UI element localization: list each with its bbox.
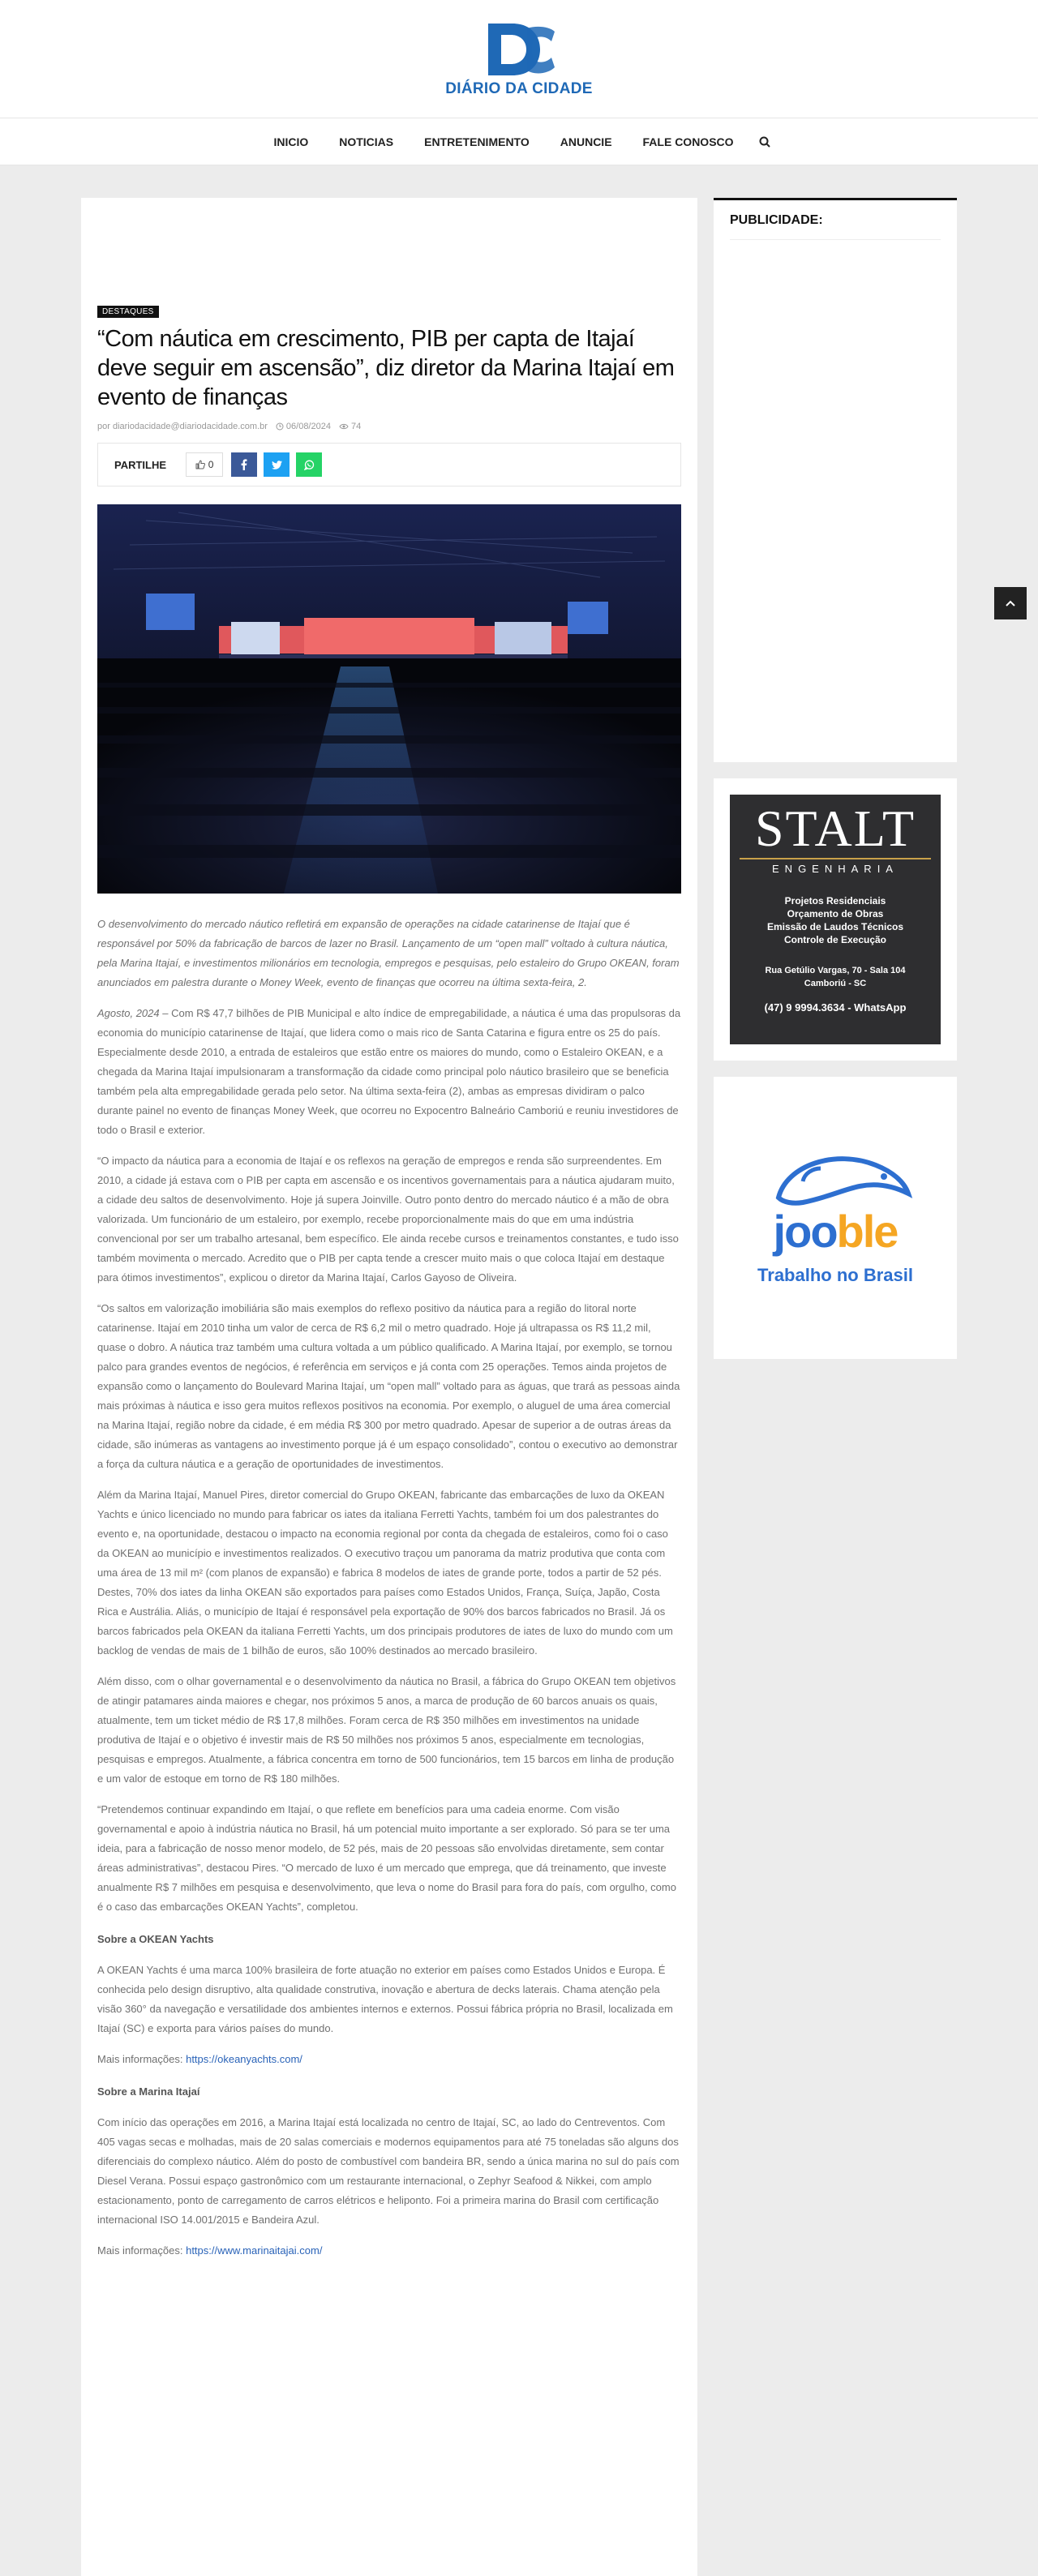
stalt-service: Controle de Execução xyxy=(783,934,887,945)
stalt-logo-text: STALT xyxy=(754,799,916,857)
paragraph: Além da Marina Itajaí, Manuel Pires, diretor comercial do Grupo OKEAN, fabricante das embarcações de luxo da OKEAN Yachts e único licenciado no mundo para fabricar os iates da italiana Ferretti Yachts, também foi um dos palestrantes do evento e, na oportunidade, destacou o impacto na economia regional por conta da chegada de estaleiros, como foi o caso da OKEAN ao município e investimentos realizados. O executivo traçou um panorama da matriz produtiva que conta com uma área de 13 mil m² (com planos de expansão) e fabrica 8 modelos de iates de grande porte, todos a partir de 52 pés. Destes, 70% dos iates da linha OKEAN são exportados para países como Estados Unidos, França, Suíça, Japão, Costa Rica e Austrália. Aliás, o município de Itajaí é responsável pela exportação de 90% dos barcos fabricados no Brasil. Já os barcos fabricados pela OKEAN da italiana Ferretti Yachts, um dos principais produtores de iates de luxo do mundo com um backlog de vendas de mais de 1 bilhão de euros, são 100% destinados ao mercado brasileiro. xyxy=(97,1489,673,1657)
jooble-word-b: ble xyxy=(836,1206,898,1257)
ad-widget xyxy=(714,198,957,762)
stalt-ad-banner[interactable] xyxy=(730,795,941,1044)
category-badge[interactable]: DESTAQUES xyxy=(97,306,159,318)
twitter-icon xyxy=(272,461,282,469)
marina-more-info xyxy=(97,2241,681,2261)
stalt-address-line: Rua Getúlio Vargas, 70 - Sala 104 xyxy=(765,966,906,975)
chevron-up-icon xyxy=(1006,600,1015,606)
article xyxy=(81,198,697,2576)
okean-paragraph: A OKEAN Yachts é uma marca 100% brasileira de forte atuação no exterior em países como Estados Unidos e Europa. É conhecida pelo design disruptivo, alta qualidade construtiva, inovação e abertura de decks laterais. Chama atenção pela visão 360° da navegação e versatilidade dos ambientes internos e externos. Possui fábrica própria no Brasil, localizada em Itajaí (SC) e exporta para vários países do mundo. xyxy=(97,1964,673,2034)
jooble-tagline: Trabalho no Brasil xyxy=(757,1265,913,1285)
lead-date: Agosto, 2024 xyxy=(97,1007,160,1019)
marina-more-label: Mais informações: xyxy=(97,2244,187,2257)
main-nav xyxy=(0,118,1038,165)
search-button[interactable] xyxy=(749,136,780,148)
stalt-divider xyxy=(740,858,931,859)
stalt-services xyxy=(767,894,903,946)
okean-link[interactable]: https://okeanyachts.com/ xyxy=(186,2053,302,2065)
lead-text: – Com R$ 47,7 bilhões de PIB Municipal e alto índice de empregabilidade, a náutica é uma das propulsoras da economia do município catarinense de Itajaí, que lidera como o mais rico de Santa Catarina e figura entre os 25 do país. Especialmente desde 2010, a entrada de estaleiros que estão entre os maiores do mundo, como o Estaleiro OKEAN, e a chegada da Marina Itajaí impulsionaram a transformação da cidade como principal polo náutico brasileiro que se beneficia também pela alta empregabilidade gerada pelo setor. Na última sexta-feira (2), ambas as empresas dividiram o palco durante painel no evento de finanças Money Week, que ocorreu no Expocentro Balneário Camboriú e reuniu investidores de todo o Brasil e exterior. xyxy=(97,1007,681,1136)
article-meta xyxy=(97,422,681,431)
site-logo[interactable] xyxy=(445,20,592,98)
jooble-word-a: joo xyxy=(773,1206,837,1257)
lead-paragraph xyxy=(97,1004,681,1140)
conference-photo xyxy=(97,504,681,894)
widget-title: PUBLICIDADE: xyxy=(730,213,941,240)
content-wrap xyxy=(81,165,957,2576)
share-facebook-button[interactable] xyxy=(231,452,257,477)
marina-paragraph: Com início das operações em 2016, a Marina Itajaí está localizada no centro de Itajaí, SC, ao lado do Centreventos. Com 405 vagas secas e molhadas, mais de 20 salas comerciais e modernos equipamentos para até 75 toneladas são alguns dos diferenciais do complexo náutico. Além do posto de combustível com bandeira BR, sendo a única marina no sul do país com Diesel Verana. Possui espaço gastronômico com um restaurante internacional, o Zephyr Seafood & Nikkei, com amplo estacionamento, ponto de carregamento de carros elétricos e heliponto. Foi a primeira marina do Brasil com certificação internacional ISO 14.001/2015 e Bandeira Azul. xyxy=(97,2116,680,2226)
nav-item-inicio[interactable]: INICIO xyxy=(273,135,309,148)
like-count: 0 xyxy=(208,459,214,470)
logo-mark-icon xyxy=(480,20,558,79)
paragraph: “Pretendemos continuar expandindo em Itajaí, o que reflete em benefícios para uma cadeia enorme. Com visão governamental e apoio à indústria náutica no Brasil, há um potencial muito importante a ser explorado. Só para se ter uma ideia, para a fabricação de nosso menor modelo, de 52 pés, mais de 20 pessoas são envolvidas diretamente, sem contar áreas administrativas”, destacou Pires. “O mercado de luxo é um mercado que emprega, que dá treinamento, que investe anualmente R$ 7 milhões em pesquisa e desenvolvimento, que leva o nome do Brasil para fora do país, com orgulho, como é o caso das embarcações OKEAN Yachts”, completou. xyxy=(97,1803,676,1913)
marina-link[interactable]: https://www.marinaitajai.com/ xyxy=(186,2244,323,2257)
clock-icon xyxy=(276,422,284,431)
views-meta xyxy=(339,422,361,431)
okean-heading: Sobre a OKEAN Yachts xyxy=(97,1933,214,1945)
back-to-top-button[interactable] xyxy=(994,587,1027,619)
nav-item-noticias[interactable]: NOTICIAS xyxy=(339,135,394,148)
article-title: “Com náutica em crescimento, PIB per capta de Itajaí deve seguir em ascensão”, diz diretor da Marina Itajaí em evento de finanças xyxy=(97,326,675,410)
facebook-icon xyxy=(241,459,247,470)
stalt-address-line: Camboriú - SC xyxy=(804,979,867,988)
thumbs-up-icon xyxy=(195,460,205,469)
jooble-logo-text xyxy=(773,1206,898,1257)
image-caption: O desenvolvimento do mercado náutico refletirá em expansão de operações na cidade catarinense de Itajaí que é responsável por 50% da fabricação de barcos de lazer no Brasil. Lançamento de um “open mall” voltado à cultura náutica, pela Marina Itajaí, e investimentos milionários em tecnologia, empregos e pesquisas, pelo estaleiro do Grupo OKEAN, foram anunciados em palestra durante o Money Week, evento de finanças que ocorreu na última sexta-feira, 2. xyxy=(97,918,680,988)
post-date: 06/08/2024 xyxy=(285,422,331,431)
share-whatsapp-button[interactable] xyxy=(296,452,322,477)
sidebar xyxy=(714,198,957,1375)
author-link[interactable]: por diariodacidade@diariodacidade.com.br xyxy=(97,422,268,431)
date-meta xyxy=(276,422,331,431)
okean-more-info xyxy=(97,2050,681,2069)
nav-item-anuncie[interactable]: ANUNCIE xyxy=(560,135,612,148)
paragraph: Além disso, com o olhar governamental e o desenvolvimento da náutica no Brasil, a fábrica do Grupo OKEAN tem objetivos de atingir patamares ainda maiores e chegar, nos próximos 5 anos, a marca de produção de 60 barcos anuais os quais, atualmente, tem um ticket médio de R$ 17,8 milhões. Foram cerca de R$ 350 milhões em investimentos na unidade produtiva de Itajaí e o objetivo é investir mais de R$ 50 milhões nos próximos 5 anos, especialmente em tecnologias, pesquisas e empregos. Atualmente, a fábrica concentra em torno de 500 funcionários, tem 15 barcos em linha de produção e um valor de estoque em torno de R$ 180 milhões. xyxy=(97,1675,676,1785)
paragraph: “Os saltos em valorização imobiliária são mais exemplos do reflexo positivo da náutica para a região do litoral norte catarinense. Itajaí em 2010 tinha um valor de cerca de R$ 6,2 mil o metro quadrado. Hoje já ultrapassa os R$ 11,2 mil, quase o dobro. A náutica traz também uma cultura voltada a um público qualificado. A Marina Itajaí, por exemplo, se tornou palco para grandes eventos de negócios, é referência em serviços e já conta com 25 operações. Temos ainda projetos de expansão como o lançamento do Boulevard Marina Itajaí, um “open mall” voltado para as águas, que trará as pessoas ainda mais próximas à náutica e isso gera muitos reflexos positivos na economia. Por exemplo, o aluguel de uma área comercial na Marina Itajaí, região nobre da cidade, é em média R$ 300 por metro quadrado. Apesar de superior a de outras áreas da cidade, são inúmeras as vantagens ao investimento porque já é um espaço consolidado”, contou o executivo ao demonstrar a força da cultura náutica e a geração de oportunidades de investimentos. xyxy=(97,1302,680,1470)
stalt-address xyxy=(765,964,905,990)
site-header xyxy=(0,0,1038,118)
paragraph: “O impacto da náutica para a economia de Itajaí e os reflexos na geração de empregos e renda são surpreendentes. Em 2010, a cidade já estava com o PIB per capta em ascensão e os incentivos governamentais para a náutica ajudaram muito, a cidade deu saltos de desenvolvimento. Hoje já supera Joinville. Outro ponto dentro do mercado náutico é a mão de obra valorizada. Um funcionário de um estaleiro, por exemplo, recebe proporcionalmente mais do que em uma indústria convencional por ser um trabalho artesanal, bem específico. Ele ainda recebe cursos e treinamentos constantes, e tudo isso também movimenta o mercado. Acredito que o PIB per capta tende a crescer muito mais o que coloca Itajaí em destaque para ótimos investimentos”, explicou o diretor da Marina Itajaí, Carlos Gayoso de Oliveira. xyxy=(97,1155,679,1284)
stalt-ad-widget xyxy=(714,778,957,1061)
jooble-ad-widget[interactable] xyxy=(714,1077,957,1359)
eye-icon xyxy=(339,423,349,430)
jooble-fish-icon xyxy=(754,1149,916,1214)
nav-item-fale-conosco[interactable]: FALE CONOSCO xyxy=(642,135,734,148)
nav-item-entretenimento[interactable]: ENTRETENIMENTO xyxy=(424,135,530,148)
view-count: 74 xyxy=(350,422,362,431)
stalt-service: Emissão de Laudos Técnicos xyxy=(766,921,904,932)
search-icon xyxy=(759,136,770,148)
featured-image xyxy=(97,504,681,894)
share-label: PARTILHE xyxy=(114,458,167,471)
stalt-service: Projetos Residenciais xyxy=(784,895,886,907)
whatsapp-icon xyxy=(304,460,315,470)
stalt-subtitle: ENGENHARIA xyxy=(772,863,899,875)
logo-text: DIÁRIO DA CIDADE xyxy=(445,79,593,97)
share-twitter-button[interactable] xyxy=(264,452,290,477)
stalt-phone: (47) 9 9994.3634 - WhatsApp xyxy=(764,1001,907,1014)
marina-heading: Sobre a Marina Itajaí xyxy=(97,2085,200,2098)
okean-more-label: Mais informações: xyxy=(97,2053,187,2065)
share-bar xyxy=(97,443,681,486)
stalt-service: Orçamento de Obras xyxy=(787,908,884,919)
like-button[interactable] xyxy=(186,452,223,477)
